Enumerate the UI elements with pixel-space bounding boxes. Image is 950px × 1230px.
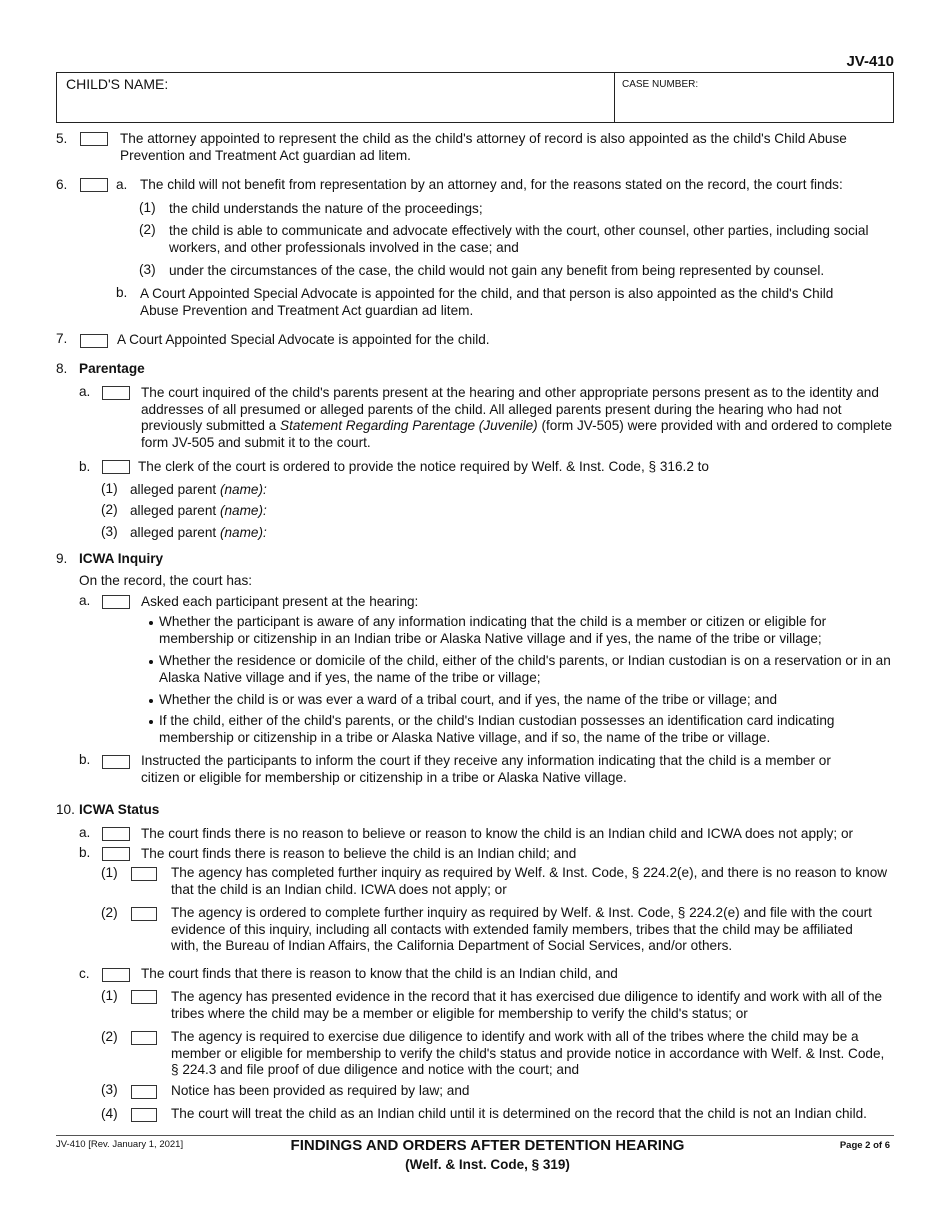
item-10c4-text: The court will treat the child as an Indian child until it is determined on the record that the child is not an Indian child. — [171, 1106, 867, 1121]
item-10c4-checkbox[interactable] — [131, 1108, 157, 1122]
parent-1-name-field[interactable] — [276, 480, 886, 498]
item-8a-letter: a. — [79, 384, 91, 399]
item-8b-checkbox[interactable] — [102, 460, 130, 474]
item-8a-checkbox[interactable] — [102, 386, 130, 400]
item-9a-text: Asked each participant present at the hearing: — [141, 594, 419, 609]
item-5-text: The attorney appointed to represent the child as the child's attorney of record is also appointed as the child's Child Abuse Prevention and Treatment Act guardian ad litem. — [120, 131, 847, 163]
item-9a-bullet-2: Whether the residence or domicile of the child, either of the child's parents, or Indian custodian is on a reservation or in an Alaska Native village and if yes, the name of the tribe or village; — [159, 653, 891, 685]
footer-page-number: Page 2 of 6 — [839, 1140, 890, 1151]
item-9a-bullet-1: Whether the participant is aware of any information indicating that the child is a member or citizen or eligible for membership or citizenship in an Indian tribe or Alaska Native village and if yes, the name of the tribe or village; — [159, 614, 827, 646]
item-5-number: 5. — [56, 131, 68, 146]
item-9a-bullet-4: If the child, either of the child's parents, or the child's Indian custodian possesses an identification card indicating membership or citizenship in a tribe or Alaska Native village, and if so, the name of the tribe or village. — [159, 713, 835, 745]
item-6-checkbox[interactable] — [80, 178, 108, 192]
footer-subtitle: (Welf. & Inst. Code, § 319) — [405, 1157, 570, 1172]
bullet-3 — [149, 699, 153, 703]
item-10c1-text: The agency has presented evidence in the record that it has exercised due diligence to identify and work with all of the tribes where the child may be a member or eligible for membership to verify the child's status; or — [171, 989, 883, 1021]
item-10b2-text: The agency is ordered to complete further inquiry as required by Welf. & Inst. Code, § 224.2(e) and file with the court evidence of this inquiry, including all contacts with extended family members, tribes that the child may be affiliated with, the Bureau of Indian Affairs, the California Department of Social Services, and/or others. — [171, 905, 872, 953]
item-9b-letter: b. — [79, 752, 91, 767]
item-10c-text: The court finds that there is reason to know that the child is an Indian child, and — [141, 966, 618, 981]
item-6a3-number: (3) — [139, 262, 156, 277]
item-10a-checkbox[interactable] — [102, 827, 130, 841]
item-7-number: 7. — [56, 331, 68, 346]
parent-2-label: alleged parent (name): — [130, 503, 267, 518]
parent-1-label: alleged parent (name): — [130, 482, 267, 497]
item-6a3-text: under the circumstances of the case, the child would not gain any benefit from being represented by counsel. — [169, 263, 825, 278]
item-10c2-number: (2) — [101, 1029, 118, 1044]
item-10b-letter: b. — [79, 845, 91, 860]
item-10c2-checkbox[interactable] — [131, 1031, 157, 1045]
item-8a-text: The court inquired of the child's parents present at the hearing and other appropriate persons present as to the identity and addresses of all presumed or alleged parents of the child. All alleged parents present during the hearing who had not previously submitted a Statement Regarding Parentage (Juvenile) (form JV-505) were provided with and ordered to complete form JV-505 and submit it to the court. — [141, 385, 893, 450]
item-7-checkbox[interactable] — [80, 334, 108, 348]
case-number-label: CASE NUMBER: — [622, 79, 699, 90]
caption-divider — [614, 72, 615, 123]
item-6b-letter: b. — [116, 285, 128, 300]
form-id: JV-410 — [846, 53, 894, 70]
item-9b-checkbox[interactable] — [102, 755, 130, 769]
parent-3-number: (3) — [101, 524, 118, 539]
item-6a-letter: a. — [116, 177, 128, 192]
item-9a-letter: a. — [79, 593, 91, 608]
item-9a-bullet-3: Whether the child is or was ever a ward of a tribal court, and if yes, the name of the tribe or village; and — [159, 692, 778, 707]
item-10b1-number: (1) — [101, 865, 118, 880]
item-8b-text: The clerk of the court is ordered to provide the notice required by Welf. & Inst. Code, § 316.2 to — [138, 459, 709, 474]
item-10a-letter: a. — [79, 825, 91, 840]
parent-1-number: (1) — [101, 481, 118, 496]
item-5-checkbox[interactable] — [80, 132, 108, 146]
item-10c4-number: (4) — [101, 1106, 118, 1121]
item-10b2-number: (2) — [101, 905, 118, 920]
item-6a2-text: the child is able to communicate and advocate effectively with the court, other counsel, other parties, including social workers, and other professionals involved in the case; and — [169, 223, 869, 255]
item-6b-text: A Court Appointed Special Advocate is appointed for the child, and that person is also appointed as the child's Child Abuse Prevention and Treatment Act guardian ad litem. — [140, 286, 834, 318]
item-10c-checkbox[interactable] — [102, 968, 130, 982]
item-6a1-number: (1) — [139, 200, 156, 215]
item-8b-letter: b. — [79, 459, 91, 474]
item-10c3-checkbox[interactable] — [131, 1085, 157, 1099]
item-6-number: 6. — [56, 177, 68, 192]
item-8-number: 8. — [56, 361, 68, 376]
item-8-title: Parentage — [79, 361, 145, 376]
parent-3-label: alleged parent (name): — [130, 525, 267, 540]
childs-name-label: CHILD'S NAME: — [66, 76, 169, 92]
item-10c1-checkbox[interactable] — [131, 990, 157, 1004]
parent-3-name-field[interactable] — [276, 523, 886, 541]
item-10c1-number: (1) — [101, 988, 118, 1003]
item-6a-text: The child will not benefit from representation by an attorney and, for the reasons stated on the record, the court finds: — [140, 177, 843, 192]
item-10c3-number: (3) — [101, 1082, 118, 1097]
item-10-number: 10. — [56, 802, 75, 817]
parent-2-name-field[interactable] — [276, 501, 886, 519]
item-9-title: ICWA Inquiry — [79, 551, 164, 566]
case-number-field[interactable] — [620, 93, 888, 119]
footer-rule — [56, 1135, 894, 1136]
item-9-intro: On the record, the court has: — [79, 573, 253, 588]
footer-revision: JV-410 [Rev. January 1, 2021] — [56, 1139, 184, 1150]
parent-2-number: (2) — [101, 502, 118, 517]
bullet-2 — [149, 660, 153, 664]
item-10-title: ICWA Status — [79, 802, 160, 817]
footer-title: FINDINGS AND ORDERS AFTER DETENTION HEARING — [290, 1137, 685, 1154]
item-10c2-text: The agency is required to exercise due diligence to identify and work with all of the tribes where the child may be a member or eligible for membership to verify the child's status and provide notice in accordance with Welf. & Inst. Code, § 224.3 and file proof of due diligence and notice with the court; and — [171, 1029, 885, 1077]
item-10c-letter: c. — [79, 966, 90, 981]
item-6a1-text: the child understands the nature of the proceedings; — [169, 201, 483, 216]
item-10b1-checkbox[interactable] — [131, 867, 157, 881]
item-9-number: 9. — [56, 551, 68, 566]
item-9b-text: Instructed the participants to inform the court if they receive any information indicating that the child is a member or citizen or eligible for membership or citizenship in a tribe or Alaska Native village. — [141, 753, 831, 785]
item-10b-text: The court finds there is reason to believe the child is an Indian child; and — [141, 846, 577, 861]
item-7-text: A Court Appointed Special Advocate is appointed for the child. — [117, 332, 490, 347]
item-10b1-text: The agency has completed further inquiry as required by Welf. & Inst. Code, § 224.2(e), and there is no reason to know that the child is an Indian child. ICWA does not apply; or — [171, 865, 888, 897]
item-10a-text: The court finds there is no reason to believe or reason to know the child is an Indian child and ICWA does not apply; or — [141, 826, 854, 841]
childs-name-field[interactable] — [160, 93, 600, 119]
bullet-1 — [149, 621, 153, 625]
item-10b2-checkbox[interactable] — [131, 907, 157, 921]
item-10b-checkbox[interactable] — [102, 847, 130, 861]
item-10c3-text: Notice has been provided as required by law; and — [171, 1083, 470, 1098]
bullet-4 — [149, 720, 153, 724]
item-6a2-number: (2) — [139, 222, 156, 237]
item-9a-checkbox[interactable] — [102, 595, 130, 609]
